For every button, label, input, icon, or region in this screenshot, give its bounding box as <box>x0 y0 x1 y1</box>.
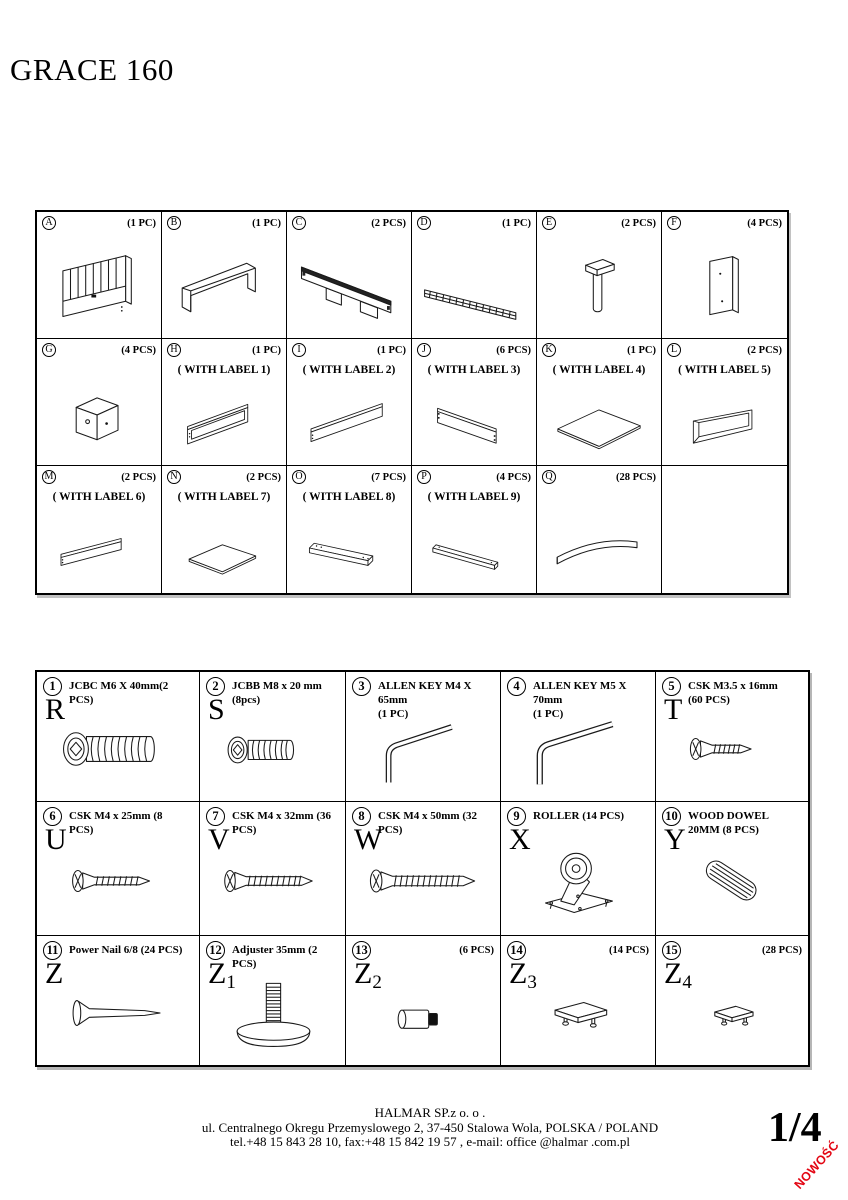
hardware-cell-13 <box>346 936 501 1065</box>
item-number: 7 <box>206 807 225 826</box>
footer-company: HALMAR SP.z o. o . <box>374 1105 486 1120</box>
part-cell-l <box>662 339 787 466</box>
part-cell-f <box>662 212 787 339</box>
part-qty: (1 PC) <box>252 344 281 356</box>
item-code: Y <box>664 823 686 856</box>
item-code: S <box>208 693 225 726</box>
page-title: GRACE 160 <box>10 52 174 87</box>
part-qty: (4 PCS) <box>747 217 782 229</box>
part-qty: (2 PCS) <box>246 471 281 483</box>
item-number: 2 <box>206 677 225 696</box>
item-code: Z <box>45 957 64 990</box>
hardware-cell-5 <box>656 672 808 802</box>
item-code: $Z_3$ <box>509 957 537 993</box>
item-name: CSK M4 x 50mm (32 PCS) <box>378 810 477 836</box>
part-cell-m <box>37 466 162 593</box>
hardware-cell-7 <box>200 802 346 936</box>
item-name: JCBB M8 x 20 mm (8pcs) <box>232 680 322 706</box>
part-k-flat-sheet-illustration <box>537 376 661 465</box>
part-cell-d <box>412 212 537 339</box>
part-letter: G <box>42 343 56 357</box>
hardware-cell-15 <box>656 936 808 1065</box>
part-cell-e <box>537 212 662 339</box>
footer-address: ul. Centralnego Okregu Przemyslowego 2, 37-450 Stalowa Wola, POLSKA / POLAND <box>201 1119 659 1135</box>
hardware-cell-10 <box>656 802 808 936</box>
item-number: 9 <box>507 807 526 826</box>
item-number: 12 <box>206 941 225 960</box>
item-code: $Z_1$ <box>208 957 236 993</box>
part-f-mounting-panel-illustration <box>662 237 787 338</box>
part-cell-k <box>537 339 662 466</box>
item-number: 3 <box>352 677 371 696</box>
item-name: ROLLER (14 PCS) <box>533 810 625 822</box>
item-name: JCBC M6 X 40mm(2 PCS) <box>69 680 169 706</box>
item-qty: (6 PCS) <box>459 945 494 956</box>
hardware-cell-3 <box>346 672 501 802</box>
hardware-table <box>35 670 810 1067</box>
part-qty: (2 PCS) <box>747 344 782 356</box>
part-letter: L <box>667 343 681 357</box>
item-name: Power Nail 6/8 (24 PCS) <box>69 944 183 956</box>
part-cell-c <box>287 212 412 339</box>
part-a-headboard-illustration <box>37 237 161 338</box>
part-label: ( WITH LABEL 7) <box>177 491 271 503</box>
shelf-support-large-illustration <box>501 957 655 1065</box>
hardware-cell-4 <box>501 672 656 802</box>
part-label: ( WITH LABEL 1) <box>177 364 271 376</box>
item-name: ALLEN KEY M4 X 65mm (1 PC) <box>378 680 472 720</box>
part-i-plain-panel-illustration <box>287 376 411 465</box>
part-letter: M <box>42 470 56 484</box>
part-letter: O <box>292 470 306 484</box>
item-code: W <box>354 823 383 856</box>
part-qty: (1 PC) <box>127 217 156 229</box>
item-code: T <box>664 693 683 726</box>
part-label: ( WITH LABEL 8) <box>302 491 396 503</box>
part-letter: H <box>167 343 181 357</box>
part-letter: A <box>42 216 56 230</box>
part-cell-n <box>162 466 287 593</box>
item-number: 6 <box>43 807 62 826</box>
item-name: Adjuster 35mm (2 PCS) <box>232 944 318 970</box>
part-cell-q <box>537 466 662 593</box>
roller-caster-illustration <box>501 823 655 935</box>
allen-key-m5-illustration <box>501 696 655 801</box>
shelf-support-small-illustration <box>656 957 808 1065</box>
part-letter: N <box>167 470 181 484</box>
part-cell-h <box>162 339 287 466</box>
part-qty: (2 PCS) <box>621 217 656 229</box>
item-number: 1 <box>43 677 62 696</box>
item-number: 5 <box>662 677 681 696</box>
part-letter: B <box>167 216 181 230</box>
part-c-side-rail-illustration <box>287 237 411 338</box>
part-cell-i <box>287 339 412 466</box>
hardware-cell-2 <box>200 672 346 802</box>
item-name: CSK M4 x 32mm (36 PCS) <box>232 810 331 836</box>
part-qty: (2 PCS) <box>121 471 156 483</box>
part-qty: (1 PC) <box>377 344 406 356</box>
power-nail-illustration <box>37 957 199 1065</box>
part-n-small-sheet-illustration <box>162 503 286 593</box>
part-letter: Q <box>542 470 556 484</box>
hardware-cell-11 <box>37 936 200 1065</box>
part-p-thin-plank-illustration <box>412 503 536 593</box>
item-number: 14 <box>507 941 526 960</box>
part-letter: F <box>667 216 681 230</box>
part-qty: (2 PCS) <box>371 217 406 229</box>
part-cell-g <box>37 339 162 466</box>
part-label: ( WITH LABEL 4) <box>552 364 646 376</box>
part-label: ( WITH LABEL 5) <box>678 364 771 376</box>
part-m-low-panel-illustration <box>37 503 161 593</box>
item-number: 10 <box>662 807 681 826</box>
hardware-cell-1 <box>37 672 200 802</box>
part-label: ( WITH LABEL 9) <box>427 491 521 503</box>
item-qty: (14 PCS) <box>609 945 649 956</box>
item-number: 15 <box>662 941 681 960</box>
new-badge: NOWOŚĆ <box>791 1138 842 1192</box>
item-code: U <box>45 823 67 856</box>
part-letter: C <box>292 216 306 230</box>
item-number: 8 <box>352 807 371 826</box>
item-number: 11 <box>43 941 62 960</box>
item-number: 4 <box>507 677 526 696</box>
part-qty: (4 PCS) <box>496 471 531 483</box>
part-cell-p <box>412 466 537 593</box>
part-j-slanted-panel-illustration <box>412 376 536 465</box>
item-name: CSK M4 x 25mm (8 PCS) <box>69 810 163 836</box>
part-qty: (7 PCS) <box>371 471 406 483</box>
allen-key-m4-illustration <box>346 696 500 801</box>
item-name: WOOD DOWEL 20MM (8 PCS) <box>688 810 769 836</box>
footer <box>35 1106 825 1150</box>
item-name: ALLEN KEY M5 X 70mm (1 PC) <box>533 680 627 720</box>
part-cell-b <box>162 212 287 339</box>
part-cell-empty <box>662 466 787 593</box>
plug-cap-illustration <box>346 957 500 1065</box>
hardware-cell-14 <box>501 936 656 1065</box>
item-name: CSK M3.5 x 16mm (60 PCS) <box>688 680 778 706</box>
part-letter: I <box>292 343 306 357</box>
part-d-slat-rail-illustration <box>412 237 536 338</box>
part-o-drilled-plank-illustration <box>287 503 411 593</box>
part-letter: K <box>542 343 556 357</box>
part-cell-o <box>287 466 412 593</box>
hardware-cell-6 <box>37 802 200 936</box>
part-cell-a <box>37 212 162 339</box>
part-qty: (28 PCS) <box>616 471 656 483</box>
part-letter: E <box>542 216 556 230</box>
item-number: 13 <box>352 941 371 960</box>
item-code: V <box>208 823 230 856</box>
part-l-frame-panel-illustration <box>662 376 787 465</box>
part-qty: (6 PCS) <box>496 344 531 356</box>
part-e-center-leg-illustration <box>537 237 661 338</box>
part-label: ( WITH LABEL 2) <box>302 364 396 376</box>
part-letter: D <box>417 216 431 230</box>
footer-contact: tel.+48 15 843 28 10, fax:+48 15 842 19 57 , e-mail: office @halmar .com.pl <box>229 1134 631 1150</box>
hardware-cell-8 <box>346 802 501 936</box>
item-code: X <box>509 823 531 856</box>
part-label: ( WITH LABEL 6) <box>52 491 146 503</box>
part-qty: (1 PC) <box>252 217 281 229</box>
part-g-corner-block-illustration <box>37 364 161 465</box>
parts-table <box>35 210 789 595</box>
item-code: R <box>45 693 66 726</box>
page-number: 1/4 <box>768 1105 822 1151</box>
part-letter: J <box>417 343 431 357</box>
part-b-frame-rail-illustration <box>162 237 286 338</box>
part-label: ( WITH LABEL 3) <box>427 364 521 376</box>
item-qty: (28 PCS) <box>762 945 802 956</box>
part-qty: (1 PC) <box>627 344 656 356</box>
part-qty: (1 PC) <box>502 217 531 229</box>
item-code: $Z_2$ <box>354 957 382 993</box>
part-cell-j <box>412 339 537 466</box>
hardware-cell-12 <box>200 936 346 1065</box>
hardware-cell-9 <box>501 802 656 936</box>
item-code: $Z_4$ <box>664 957 692 993</box>
part-h-framed-panel-illustration <box>162 376 286 465</box>
part-q-curved-slat-illustration <box>537 491 661 593</box>
part-qty: (4 PCS) <box>121 344 156 356</box>
part-letter: P <box>417 470 431 484</box>
